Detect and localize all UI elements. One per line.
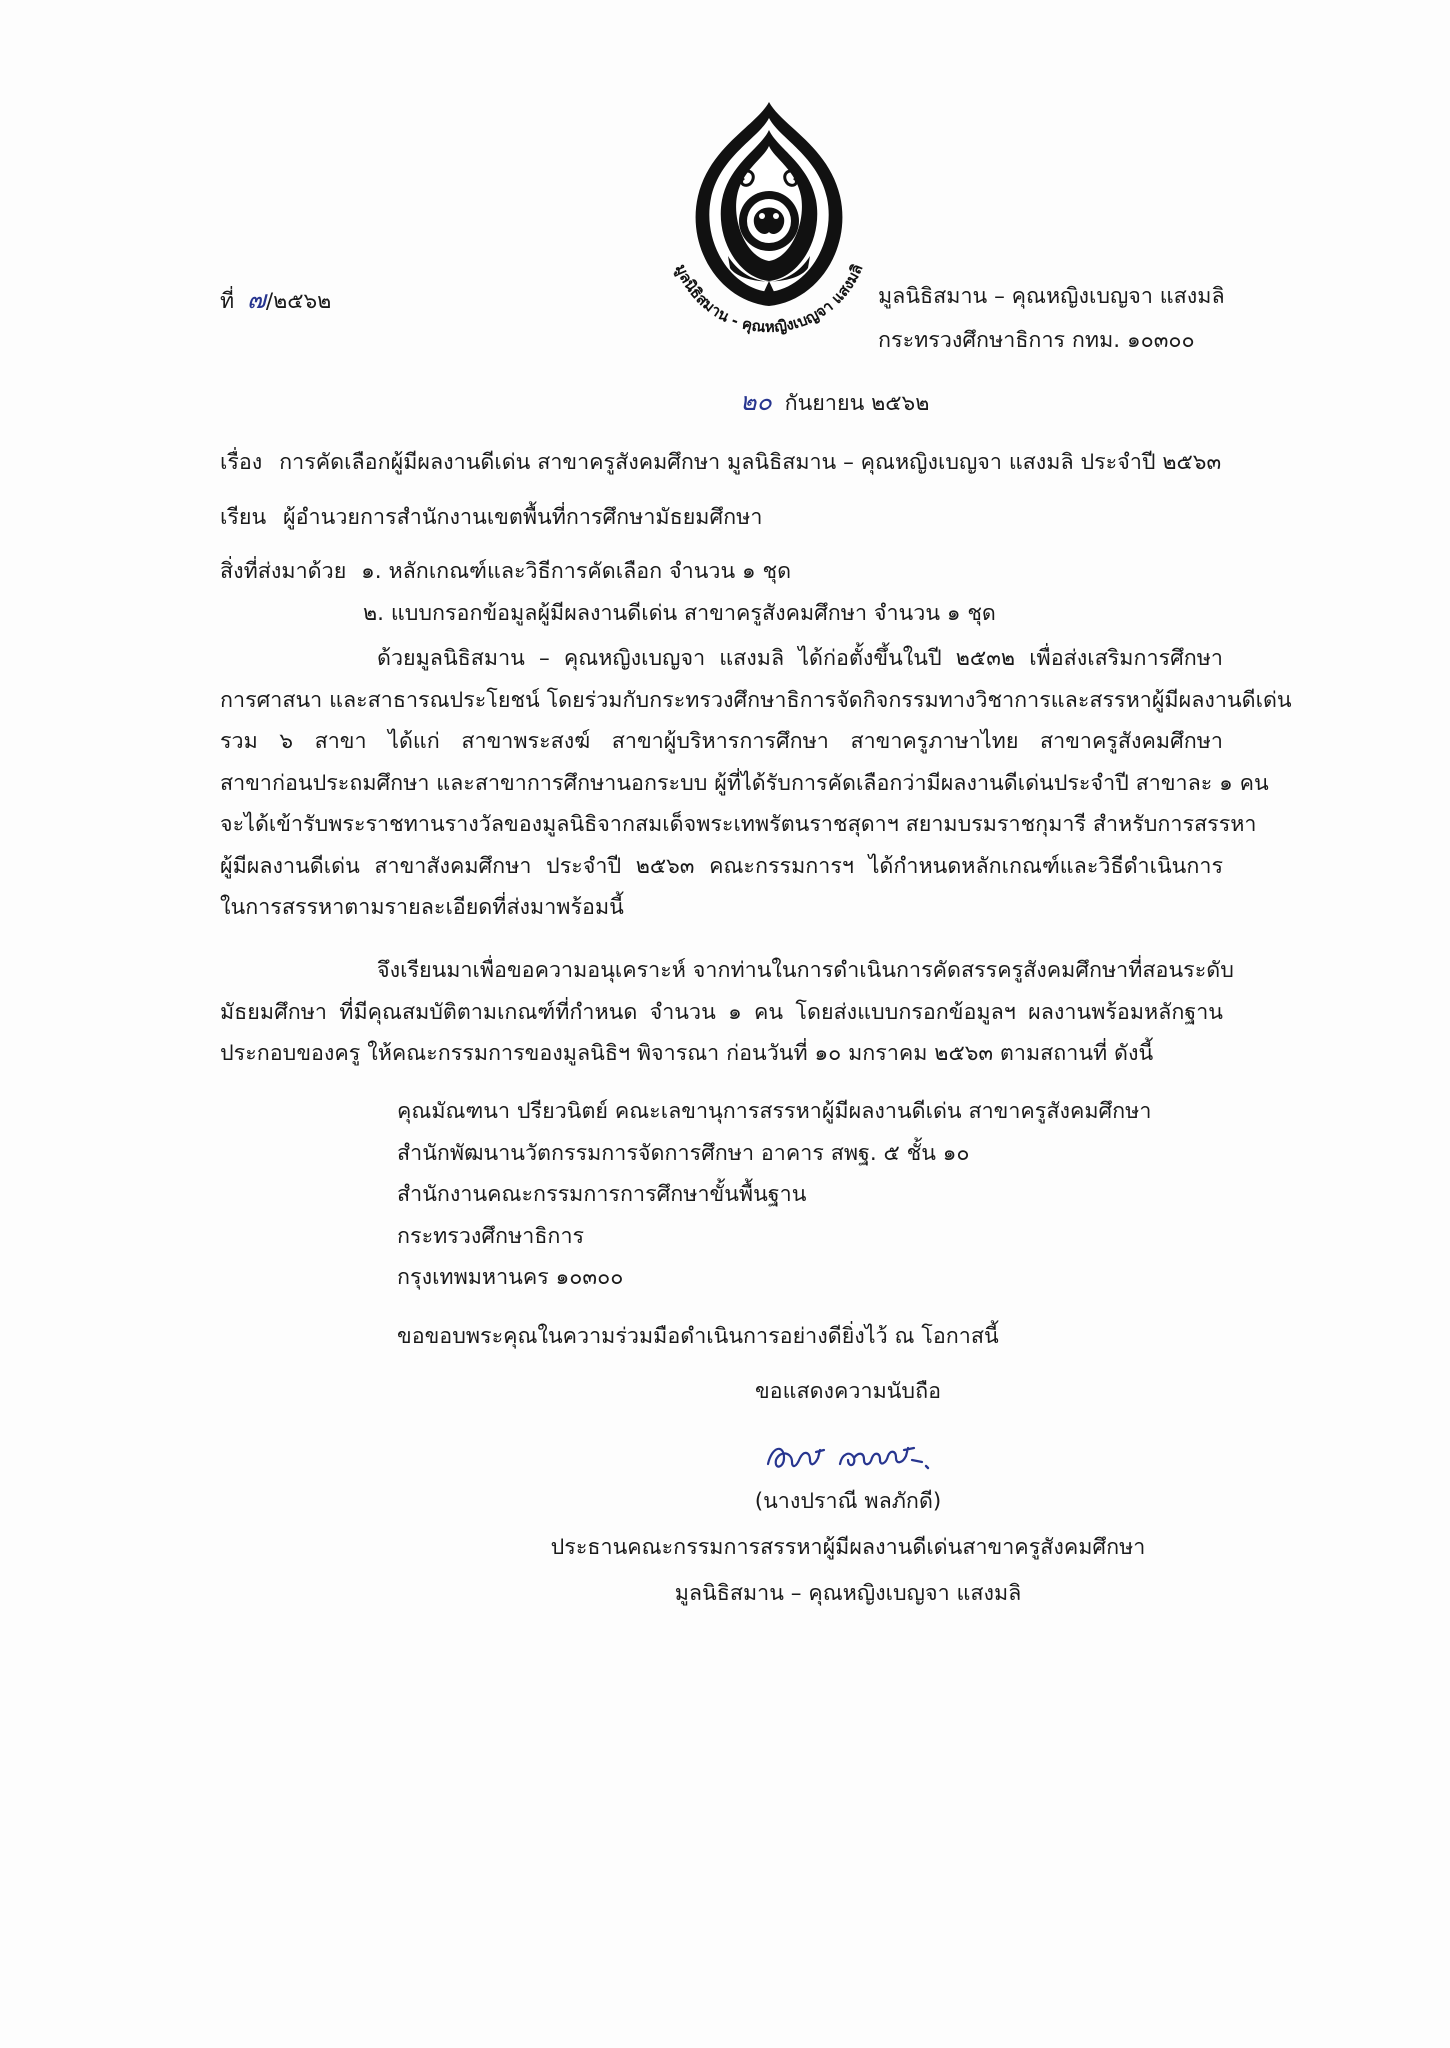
signer-organization: มูลนิธิสมาน – คุณหญิงเบญจา แสงมลิ: [674, 1581, 1022, 1606]
paragraph-line: รวม ๖ สาขา ได้แก่ สาขาพระสงฆ์ สาขาผู้บริหารการศึกษา สาขาครูภาษาไทย สาขาครูสังคมศึกษา: [220, 729, 1223, 754]
paragraph-line: จะได้เข้ารับพระราชทานรางวัลของมูลนิธิจากสมเด็จพระเทพรัตนราชสุดาฯ สยามบรมราชกุมารี สำหรับการสรรหา: [220, 812, 1257, 837]
address-line: กรุงเทพมหานคร ๑๐๓๐๐: [397, 1265, 624, 1290]
paragraph-line: สาขาก่อนประถมศึกษา และสาขาการศึกษานอกระบบ ผู้ที่ได้รับการคัดเลือกว่ามีผลงานดีเด่นประจำปี สาขาละ ๑ คน: [220, 770, 1269, 796]
paragraph-line: ด้วยมูลนิธิสมาน – คุณหญิงเบญจา แสงมลิ ได้ก่อตั้งขึ้นในปี ๒๕๓๒ เพื่อส่งเสริมการศึกษา: [377, 646, 1223, 671]
subject-line: [220, 448, 1221, 478]
paragraph-line: ประกอบของครู ให้คณะกรรมการของมูลนิธิฯ พิจารณา ก่อนวันที่ ๑๐ มกราคม ๒๕๖๓ ตามสถานที่ ดังนี้: [220, 1041, 1154, 1066]
paragraph-line: ผู้มีผลงานดีเด่น สาขาสังคมศึกษา ประจำปี ๒๕๖๓ คณะกรรมการฯ ได้กำหนดหลักเกณฑ์และวิธีดำเนินการ: [220, 853, 1223, 879]
enclosures-label: สิ่งที่ส่งมาด้วย: [220, 559, 347, 584]
letter-date: [740, 387, 929, 419]
date-month-year: กันยายน ๒๕๖๒: [784, 391, 930, 416]
body-paragraph-2: [220, 950, 1234, 1075]
org-name: มูลนิธิสมาน – คุณหญิงเบญจา แสงมลิ: [878, 284, 1225, 309]
recipient-line: [220, 503, 762, 533]
reference-suffix: /๒๕๖๒: [265, 289, 332, 314]
address-block: [397, 1091, 1151, 1299]
handwritten-signature: [762, 1428, 942, 1482]
enclosure-item: ๒. แบบกรอกข้อมูลผู้มีผลงานดีเด่น สาขาครูสังคมศึกษา จำนวน ๑ ชุด: [363, 601, 996, 626]
recipient-label: เรียน: [220, 505, 267, 530]
enclosure-item: ๑. หลักเกณฑ์และวิธีการคัดเลือก จำนวน ๑ ชุด: [361, 559, 792, 584]
emblem-ring-text: มูลนิธิสมาน - คุณหญิงเบญจา แสงมลิ: [671, 261, 867, 337]
closing-salutation: ขอแสดงความนับถือ: [754, 1379, 942, 1404]
reference-handwritten-number: ๗: [247, 285, 266, 314]
foundation-emblem-icon: [658, 96, 880, 358]
org-address: กระทรวงศึกษาธิการ กทม. ๑๐๓๐๐: [878, 328, 1195, 353]
paragraph-line: ในการสรรหาตามรายละเอียดที่ส่งมาพร้อมนี้: [220, 895, 624, 920]
signer-title: ประธานคณะกรรมการสรรหาผู้มีผลงานดีเด่นสาขาครูสังคมศึกษา: [550, 1535, 1146, 1560]
subject-text: การคัดเลือกผู้มีผลงานดีเด่น สาขาครูสังคมศึกษา มูลนิธิสมาน – คุณหญิงเบญจา แสงมลิ ประจำปี ๒๕๖๓: [279, 450, 1222, 475]
signer-name: (นางปราณี พลภักดี): [754, 1489, 942, 1514]
enclosures-line: [220, 557, 791, 587]
thanks-line: ขอขอบพระคุณในความร่วมมือดำเนินการอย่างดียิ่งไว้ ณ โอกาสนี้: [397, 1324, 999, 1349]
subject-label: เรื่อง: [220, 450, 263, 475]
address-line: สำนักงานคณะกรรมการการศึกษาขั้นพื้นฐาน: [397, 1182, 807, 1207]
paragraph-line: มัธยมศึกษา ที่มีคุณสมบัติตามเกณฑ์ที่กำหนด จำนวน ๑ คน โดยส่งแบบกรอกข้อมูลฯ ผลงานพร้อมหลักฐาน: [220, 999, 1223, 1025]
recipient-text: ผู้อำนวยการสำนักงานเขตพื้นที่การศึกษามัธยมศึกษา: [283, 505, 763, 530]
reference-label: ที่: [220, 289, 235, 314]
reference-number: [220, 285, 331, 317]
paragraph-line: จึงเรียนมาเพื่อขอความอนุเคราะห์ จากท่านในการดำเนินการคัดสรรครูสังคมศึกษาที่สอนระดับ: [377, 958, 1234, 983]
address-line: สำนักพัฒนานวัตกรรมการจัดการศึกษา อาคาร สพฐ. ๕ ชั้น ๑๐: [397, 1140, 970, 1166]
address-line: คุณมัณฑนา ปรียวนิตย์ คณะเลขานุการสรรหาผู้มีผลงานดีเด่น สาขาครูสังคมศึกษา: [397, 1099, 1152, 1124]
address-line: กระทรวงศึกษาธิการ: [397, 1223, 585, 1249]
paragraph-line: การศาสนา และสาธารณประโยชน์ โดยร่วมกับกระทรวงศึกษาธิการจัดกิจกรรมทางวิชาการและสรรหาผู้มีผลงานดีเด่น: [220, 687, 1292, 713]
date-handwritten-day: ๒๐: [740, 387, 772, 416]
body-paragraph-1: [220, 638, 1292, 929]
